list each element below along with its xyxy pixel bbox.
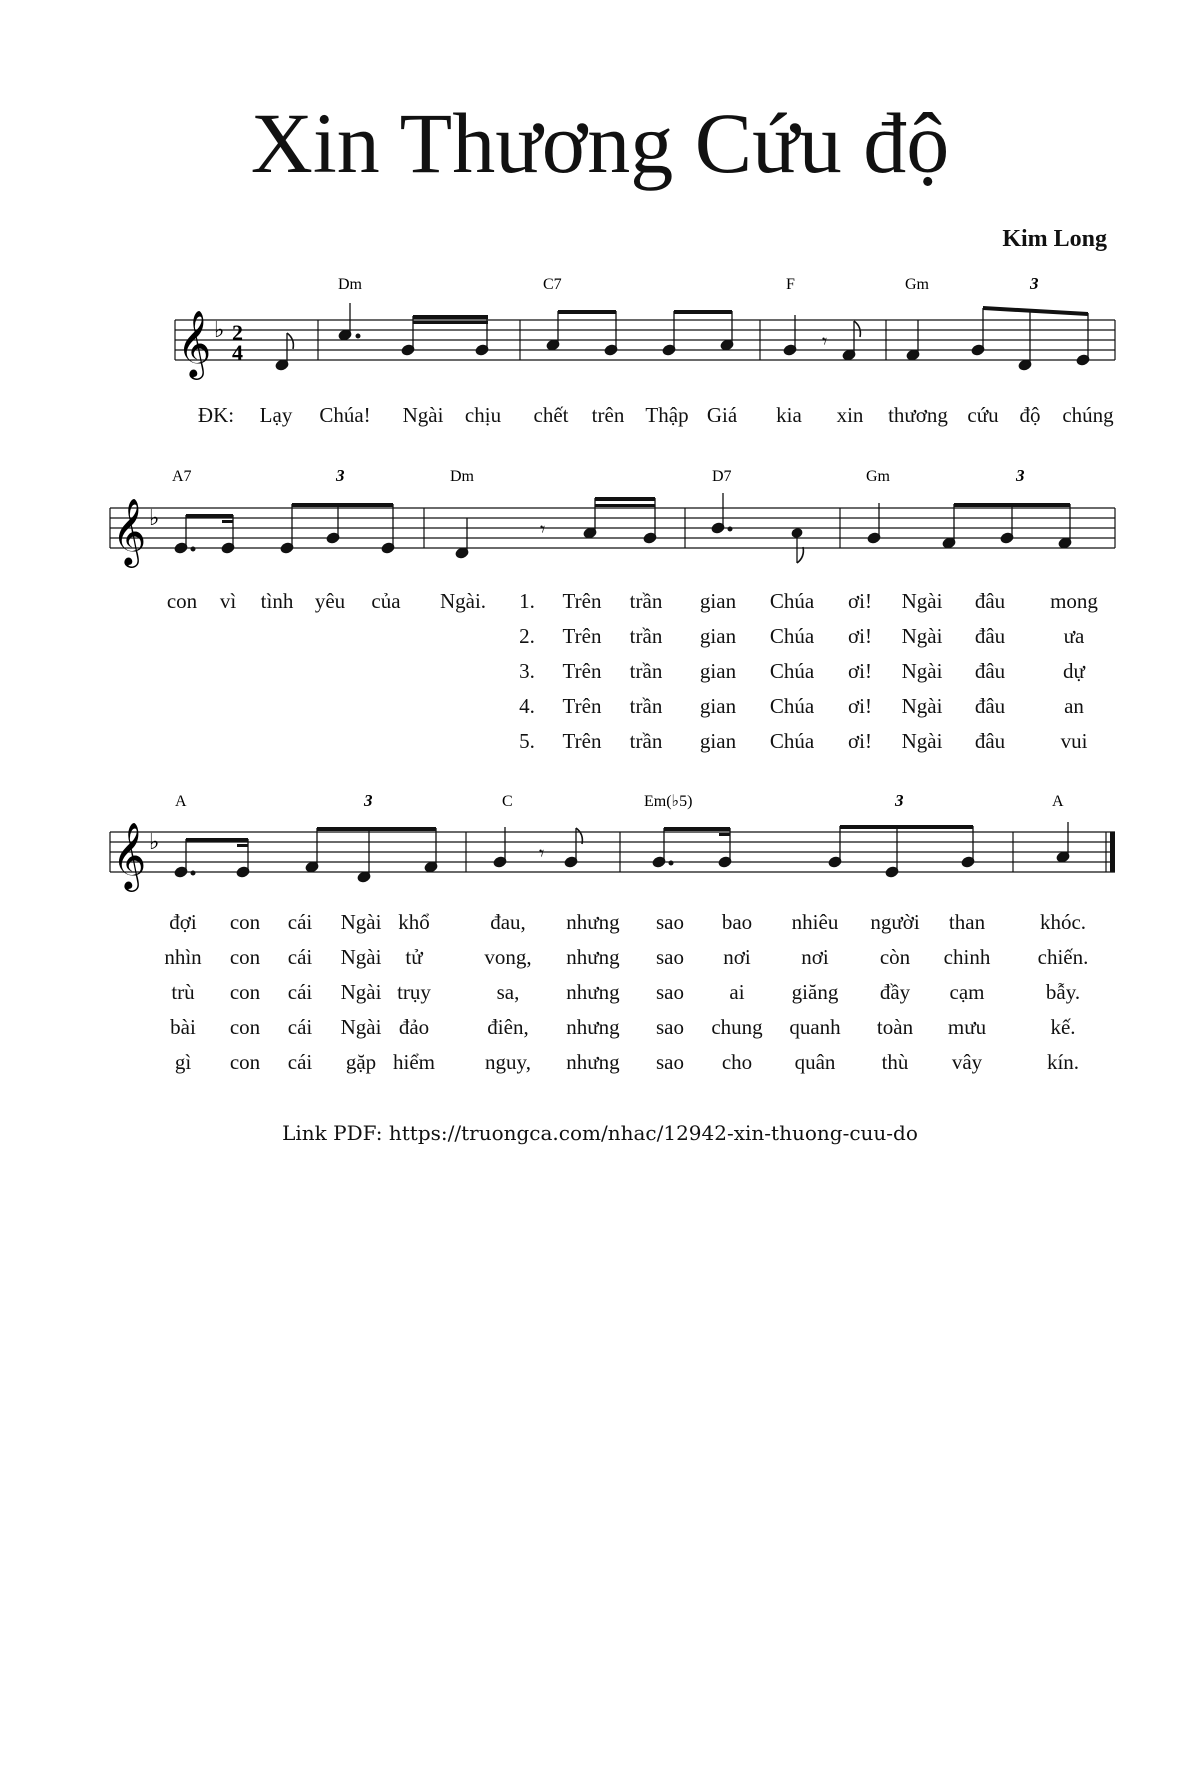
lyric-syllable: thương xyxy=(888,403,948,427)
flat-key-icon: ♭ xyxy=(214,318,225,343)
lyric-syllable: cứu xyxy=(967,403,999,427)
lyric-syllable: Ngài. xyxy=(439,589,487,613)
lyric-syllable: Chúa xyxy=(769,729,815,753)
lyric-syllable: Lạy xyxy=(259,403,293,427)
time-signature-bottom: 4 xyxy=(232,340,243,365)
lyric-syllable: người xyxy=(870,910,920,934)
lyric-syllable: cho xyxy=(721,1050,753,1074)
lyric-syllable: gian xyxy=(699,624,737,648)
lyric-syllable: cái xyxy=(287,980,313,1004)
lyric-syllable: Ngài xyxy=(901,694,943,718)
lyric-syllable: nơi xyxy=(801,945,829,969)
triplet-mark: 3 xyxy=(1016,466,1025,485)
lyric-syllable: mưu xyxy=(947,1015,987,1039)
lyric-syllable: cái xyxy=(287,1050,313,1074)
lyric-syllable: chung xyxy=(711,1015,763,1039)
time-signature-top: 2 xyxy=(232,320,243,345)
lyric-syllable: Chúa xyxy=(769,589,815,613)
lyric-syllable: con xyxy=(229,1050,261,1074)
treble-clef-icon: 𝄞 xyxy=(112,497,147,565)
triplet-mark: 3 xyxy=(364,791,373,810)
lyric-syllable: Trên xyxy=(562,659,602,683)
lyric-syllable: sao xyxy=(656,1050,684,1074)
lyric-syllable: dự xyxy=(1063,659,1085,683)
lyric-syllable: cái xyxy=(287,910,313,934)
svg-text:𝄾: 𝄾 xyxy=(822,329,828,353)
lyric-syllable: đâu xyxy=(974,729,1006,753)
lyric-syllable: ơi! xyxy=(848,659,872,683)
lyric-syllable: trù xyxy=(171,980,195,1004)
lyric-syllable: nơi xyxy=(723,945,751,969)
chord-symbol: Dm xyxy=(450,468,474,485)
flat-key-icon: ♭ xyxy=(149,830,160,855)
lyric-syllable: Ngài xyxy=(340,945,382,969)
lyric-syllable: đâu xyxy=(974,589,1006,613)
lyric-syllable: đảo xyxy=(398,1015,430,1039)
lyric-syllable: giăng xyxy=(791,980,839,1004)
verse-number: 2. xyxy=(519,624,535,648)
lyric-syllable: trần xyxy=(629,589,663,613)
lyric-syllable: chiến. xyxy=(1037,945,1089,969)
lyric-syllable: Ngài xyxy=(340,910,382,934)
lyric-syllable: đâu xyxy=(974,694,1006,718)
lyric-syllable: sao xyxy=(656,910,684,934)
lyric-syllable: trụy xyxy=(397,980,431,1004)
chord-symbol: A7 xyxy=(172,468,192,485)
verse-number: 1. xyxy=(519,589,535,613)
lyric-syllable: chết xyxy=(533,403,569,427)
lyric-syllable: con xyxy=(166,589,198,613)
lyric-syllable: trần xyxy=(629,729,663,753)
lyric-syllable: ơi! xyxy=(848,729,872,753)
chord-symbol: Gm xyxy=(866,468,890,485)
lyric-syllable: Ngài xyxy=(901,589,943,613)
lyric-syllable: bao xyxy=(721,910,753,934)
lyric-syllable: trần xyxy=(629,694,663,718)
lyric-syllable: khóc. xyxy=(1039,910,1087,934)
lyric-syllable: thù xyxy=(881,1050,909,1074)
lyric-syllable: khổ xyxy=(398,910,430,934)
verse-number: 3. xyxy=(519,659,535,683)
lyric-syllable: Giá xyxy=(706,403,738,427)
lyric-syllable: gặp xyxy=(345,1050,377,1074)
lyric-syllable: ơi! xyxy=(848,624,872,648)
lyric-syllable: chúng xyxy=(1062,403,1114,427)
lyric-syllable: Ngài xyxy=(340,1015,382,1039)
lyric-syllable: gian xyxy=(699,694,737,718)
lyric-syllable: gian xyxy=(699,589,737,613)
chord-symbol: Gm xyxy=(905,276,929,293)
lyric-syllable: ưa xyxy=(1063,624,1085,648)
chord-symbols xyxy=(172,468,891,485)
lyric-syllable: Trên xyxy=(562,624,602,648)
lyric-syllable: Ngài xyxy=(340,980,382,1004)
lyric-syllable: trần xyxy=(629,659,663,683)
lyric-syllable: nhiêu xyxy=(791,910,839,934)
lyric-syllable: độ xyxy=(1019,403,1041,427)
lyric-syllable: con xyxy=(229,910,261,934)
lyric-syllable: nhưng xyxy=(566,1015,620,1039)
treble-clef-icon: 𝄞 xyxy=(177,309,212,377)
chord-symbol: F xyxy=(786,276,795,293)
lyric-syllable: bẫy. xyxy=(1045,980,1081,1004)
lyric-syllable: đầy xyxy=(879,980,911,1004)
lyric-syllable: Ngài xyxy=(901,624,943,648)
svg-text:𝄾: 𝄾 xyxy=(539,841,545,865)
lyric-syllable: nguy, xyxy=(485,1050,531,1074)
verse-number: 4. xyxy=(519,694,535,718)
lyric-syllable: an xyxy=(1064,694,1084,718)
lyric-syllable: Trên xyxy=(562,589,602,613)
lyric-syllable: còn xyxy=(879,945,911,969)
lyric-syllable: cạm xyxy=(949,980,985,1004)
triplet-mark: 3 xyxy=(895,791,904,810)
lyric-syllable: ai xyxy=(729,980,745,1004)
lyric-syllable: than xyxy=(948,910,986,934)
chord-symbol: Dm xyxy=(338,276,362,293)
lyric-syllable: nhưng xyxy=(566,980,620,1004)
lyric-syllable: gian xyxy=(699,729,737,753)
lyric-syllable: đâu xyxy=(974,624,1006,648)
triplet-mark: 3 xyxy=(1030,274,1039,293)
lyric-syllable: mong xyxy=(1050,589,1098,613)
chord-symbol: D7 xyxy=(712,468,732,485)
lyric-syllable: nhưng xyxy=(566,1050,620,1074)
chord-symbols xyxy=(175,793,1064,810)
lyric-syllable: trần xyxy=(629,624,663,648)
lyric-syllable: vui xyxy=(1060,729,1088,753)
staff-system-1 xyxy=(0,260,1200,400)
lyric-syllable: trên xyxy=(591,403,625,427)
lyric-syllable: đâu xyxy=(974,659,1006,683)
lyric-syllable: vì xyxy=(219,589,237,613)
song-title: Xin Thương Cứu độ xyxy=(250,95,950,191)
lyric-syllable: tử xyxy=(405,945,423,969)
lyric-syllable: vây xyxy=(951,1050,983,1074)
lyric-syllable: cái xyxy=(287,1015,313,1039)
lyric-syllable: ĐK: xyxy=(197,403,235,427)
lyric-syllable: ơi! xyxy=(848,694,872,718)
final-barline xyxy=(1110,832,1115,872)
lyric-syllable: nhìn xyxy=(164,945,202,969)
lyric-syllable: Ngài xyxy=(402,403,444,427)
lyric-syllable: con xyxy=(229,945,261,969)
staff-system-3 xyxy=(0,772,1200,912)
lyric-syllable: Ngài xyxy=(901,659,943,683)
lyric-syllable: sa, xyxy=(496,980,520,1004)
lyric-syllable: bài xyxy=(170,1015,196,1039)
chord-symbol: C xyxy=(502,793,513,810)
treble-clef-icon: 𝄞 xyxy=(112,821,147,889)
lyric-syllable: con xyxy=(229,980,261,1004)
lyric-syllable: con xyxy=(229,1015,261,1039)
lyric-syllable: Ngài xyxy=(901,729,943,753)
chord-symbol: A xyxy=(175,793,187,810)
notes-system-1 xyxy=(275,303,1090,371)
lyric-syllable: gian xyxy=(699,659,737,683)
lyric-syllable: vong, xyxy=(484,945,532,969)
lyric-syllable: kia xyxy=(776,403,802,427)
lyric-syllable: quân xyxy=(794,1050,836,1074)
verse-number: 5. xyxy=(519,729,535,753)
lyric-syllable: kín. xyxy=(1046,1050,1080,1074)
lyric-syllable: nhưng xyxy=(566,910,620,934)
lyric-syllable: ơi! xyxy=(848,589,872,613)
chord-symbol: Em(♭5) xyxy=(644,793,693,810)
lyric-syllable: sao xyxy=(656,945,684,969)
lyric-syllable: kế. xyxy=(1050,1015,1076,1039)
lyric-syllable: điên, xyxy=(487,1015,529,1039)
chord-symbol: A xyxy=(1052,793,1064,810)
lyric-syllable: của xyxy=(371,589,401,613)
lyric-syllable: Chúa xyxy=(769,624,815,648)
pdf-link[interactable]: Link PDF: https://truongca.com/nhac/12942-xin-thuong-cuu-do xyxy=(282,1121,918,1145)
lyric-syllable: chinh xyxy=(943,945,991,969)
lyric-syllable: sao xyxy=(656,980,684,1004)
notes-system-3 xyxy=(174,822,1070,883)
lyric-syllable: yêu xyxy=(314,589,346,613)
lyric-syllable: Chúa! xyxy=(319,403,371,427)
lyric-syllable: cái xyxy=(287,945,313,969)
lyric-syllable: Chúa xyxy=(769,694,815,718)
lyric-syllable: đau, xyxy=(490,910,526,934)
lyric-syllable: tình xyxy=(260,589,294,613)
flat-key-icon: ♭ xyxy=(149,506,160,531)
chord-symbols xyxy=(338,276,930,293)
lyric-syllable: đợi xyxy=(169,910,197,934)
staff-system-2 xyxy=(0,448,1200,588)
lyric-syllable: Trên xyxy=(562,729,602,753)
triplet-mark: 3 xyxy=(336,466,345,485)
lyric-syllable: xin xyxy=(836,403,864,427)
lyric-syllable: hiểm xyxy=(393,1050,435,1074)
lyric-syllable: toàn xyxy=(876,1015,914,1039)
lyric-syllable: nhưng xyxy=(566,945,620,969)
lyric-syllable: chịu xyxy=(464,403,502,427)
lyric-syllable: Thập xyxy=(645,403,689,427)
lyric-syllable: quanh xyxy=(789,1015,841,1039)
lyric-syllable: Chúa xyxy=(769,659,815,683)
composer-name: Kim Long xyxy=(1002,226,1107,252)
lyric-syllable: Trên xyxy=(562,694,602,718)
lyric-syllable: gì xyxy=(174,1050,192,1074)
lyric-syllable: sao xyxy=(656,1015,684,1039)
svg-text:𝄾: 𝄾 xyxy=(540,517,546,541)
chord-symbol: C7 xyxy=(543,276,562,293)
